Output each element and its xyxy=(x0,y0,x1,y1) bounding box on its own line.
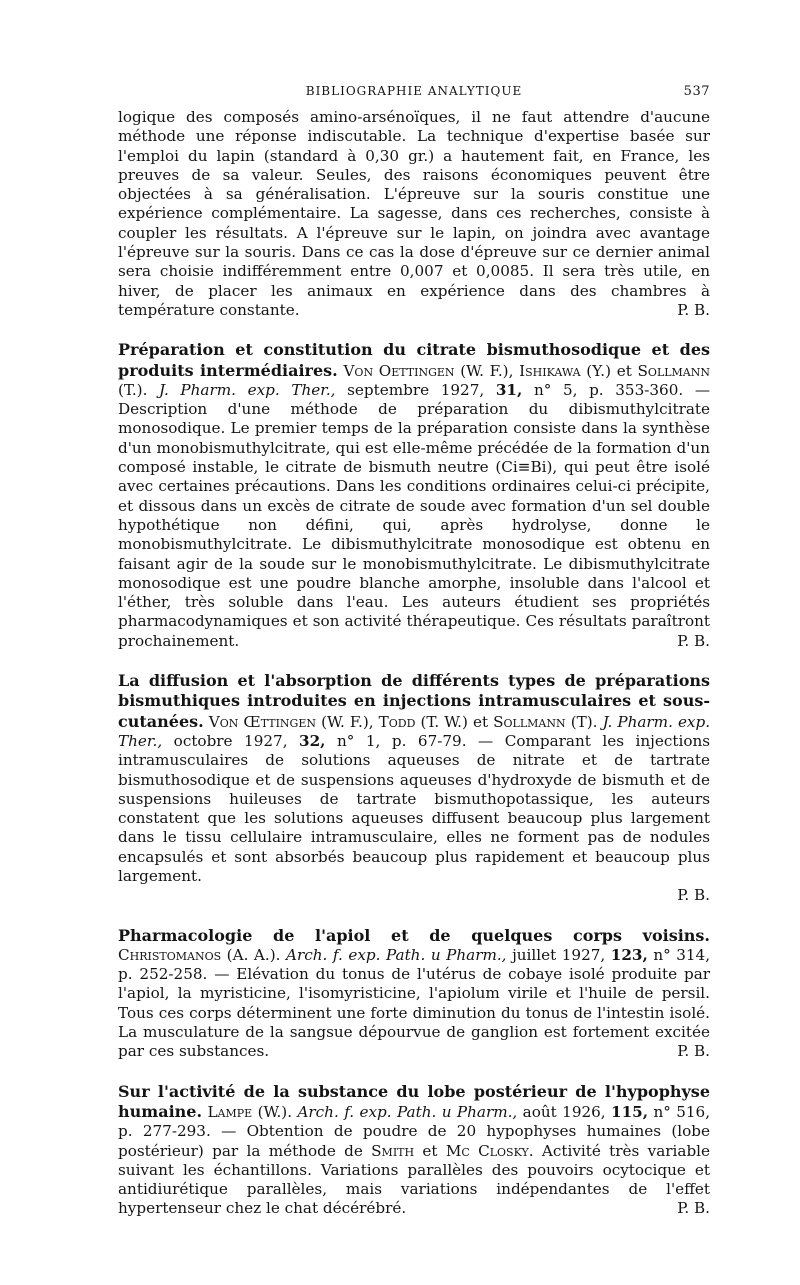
author-name: Von Oettingen xyxy=(343,361,455,380)
running-head xyxy=(118,82,710,108)
author-name: Sollmann xyxy=(493,712,566,731)
volume-number: 32, xyxy=(299,731,326,750)
cited-name: Smith xyxy=(371,1141,415,1160)
intro-text: logique des composés amino-arsénoïques, il ne faut attendre d'aucune méthode une réponse indiscutable. La technique d'expertise basée sur l'emploi du lapin (standard à 0,30 gr.) a hautement fait, en France, les preuves de sa valeur. Seules, des raisons économiques peuvent être objectées à sa généralisation. L'épreuve sur la souris constitue une expérience complémentaire. La sagesse, dans ces recherches, consiste à coupler les résultats. A l'épreuve sur le lapin, on joindra avec avantage l'épreuve sur la souris. Dans ce cas la dose d'épreuve sur ce dernier animal sera choisie indifféremment entre 0,007 et 0,0085. Il sera très utile, en hiver, de placer les animaux en expérience dans des chambres à température constante. xyxy=(118,108,710,319)
entry-title: La diffusion et l'absorption de différents types de préparations bismuthiques introduites en injections intramusculaires et sous-cutanées. xyxy=(118,671,710,731)
entry-body: Comparant les injections intramusculaires de solutions aqueuses de nitrate et de tartrate bismuthosodique et de suspensions aqueuses d'hydroxyde de bismuth et de suspensions huileuses de tartrate bismuthopotassique, les auteurs constatent que les solutions aqueuses diffusent beaucoup plus largement dans le tissu cellulaire intramusculaire, elles ne forment pas de nodules encapsulés et sont absorbés beaucoup plus rapidement et beaucoup plus largement. xyxy=(118,731,711,885)
author-initials: (Y.) et xyxy=(586,361,632,380)
entry-title: Préparation et constitution du citrate bismuthosodique et des produits intermédiaires. xyxy=(118,340,710,380)
page xyxy=(118,82,710,1219)
issue-pages: n° 1, p. 67-79. — xyxy=(337,731,494,750)
entry-body: et xyxy=(422,1141,438,1160)
signature: P. B. xyxy=(677,1199,710,1218)
issue-pages: n° 314, p. 252-258. — xyxy=(118,945,711,984)
signature: P. B. xyxy=(677,1042,710,1061)
signature: P. B. xyxy=(677,631,710,650)
author-initials: (A. A.). xyxy=(226,945,281,964)
author-name: Ishikawa xyxy=(519,361,581,380)
publication-date: juillet 1927, xyxy=(512,945,606,964)
entry-body: Description d'une méthode de préparation du dibismuthylcitrate monosodique. Le premier temps de la préparation consiste dans la synthèse d'un monobismuthylcitrate, qui est elle-même précédée de la formation d'un composé instable, le citrate de bismuth neutre (Ci≡Bi), qui peut être isolé avec certaines précautions. Dans les conditions ordinaires celui-ci précipite, et dissous dans un excès de citrate de soude avec formation d'un sel double hypothétique non défini, qui, après hydrolyse, donne le monobismuthylcitrate. Le dibismuthylcitrate monosodique est obtenu en faisant agir de la soude sur le monobismuthylcitrate. Le dibismuthylcitrate monosodique est une poudre blanche amorphe, insoluble dans l'alcool et l'éther, très soluble dans l'eau. Les auteurs étudient ses propriétés pharmacodynamiques et son activité thérapeutique. Ces résultats paraîtront prochainement. xyxy=(118,400,710,650)
running-title: BIBLIOGRAPHIE ANALYTIQUE xyxy=(305,84,523,98)
entry-body: Elévation du tonus de l'utérus de cobaye isolé produite par l'apiol, la myristicine, l'isomyristicine, l'apiolum virile et l'huile de persil. Tous ces corps déterminent une forte diminution du tonus de l'intestin isolé. La musculature de la sangsue dépourvue de ganglion est fortement excitée par ces substances. xyxy=(118,965,711,1061)
entry-body: . Activité très variable suivant les échantillons. Variations parallèles des pouvoirs ocytocique et antidiurétique parallèles, mais variations indépendantes de l'effet hypertenseur chez le chat décérébré. xyxy=(118,1141,711,1218)
entry-title: Sur l'activité de la substance du lobe postérieur de l'hypophyse humaine. xyxy=(118,1081,710,1121)
cited-name: Mc Closky xyxy=(445,1141,529,1160)
author-initials: (T. W.) et xyxy=(420,712,489,731)
entry-apiol xyxy=(118,926,710,1062)
volume-number: 115, xyxy=(611,1102,649,1121)
journal-name: J. Pharm. exp. Ther., xyxy=(118,712,711,750)
author-initials: (W. F.), xyxy=(321,712,374,731)
author-initials: (W.). xyxy=(257,1102,293,1121)
entry-body: Obtention de poudre de 20 hypophyses humaines (lobe postérieur) par la méthode de xyxy=(118,1122,710,1160)
author-initials: (T). xyxy=(570,712,598,731)
entry-citrate xyxy=(118,340,710,651)
entry-title: Pharmacologie de l'apiol et de quelques corps voisins. xyxy=(118,925,710,945)
journal-name: Arch. f. exp. Path. u Pharm., xyxy=(297,1102,518,1121)
author-name: Von Œttingen xyxy=(208,712,316,731)
publication-date: septembre 1927, xyxy=(347,380,485,399)
author-initials: (W. F.), xyxy=(460,361,514,380)
author-name: Todd xyxy=(378,712,416,731)
journal-name: Arch. f. exp. Path. u Pharm., xyxy=(286,945,507,964)
entry-diffusion xyxy=(118,671,710,886)
issue-pages: n° 5, p. 353-360. — xyxy=(533,380,711,399)
entry-hypophyse xyxy=(118,1082,710,1219)
author-name: Sollmann xyxy=(637,361,711,380)
publication-date: août 1926, xyxy=(522,1102,606,1121)
author-initials: (T.). xyxy=(118,380,148,399)
volume-number: 31, xyxy=(495,380,523,399)
intro-paragraph xyxy=(118,108,710,320)
page-number: 537 xyxy=(683,84,710,99)
issue-pages: n° 516, p. 277-293. — xyxy=(118,1102,711,1141)
publication-date: octobre 1927, xyxy=(173,731,288,750)
author-name: Christomanos xyxy=(118,945,222,964)
journal-name: J. Pharm. exp. Ther., xyxy=(159,380,336,399)
volume-number: 123, xyxy=(610,945,648,964)
signature: P. B. xyxy=(677,300,710,319)
signature: P. B. xyxy=(677,886,710,905)
author-name: Lampe xyxy=(207,1102,253,1121)
